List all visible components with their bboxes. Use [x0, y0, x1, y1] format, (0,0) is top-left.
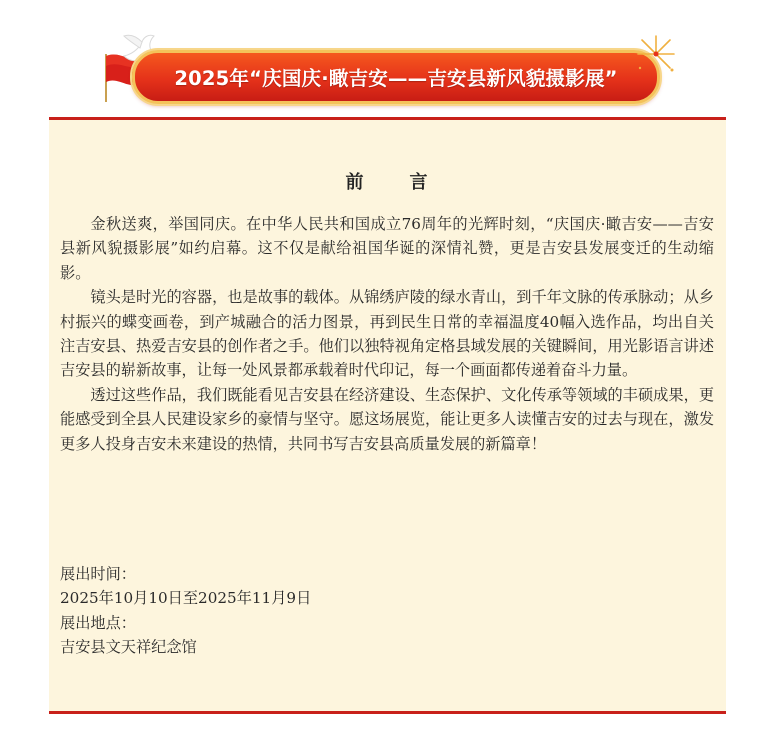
exhibition-info [60, 562, 311, 660]
paragraph-3: 透过这些作品，我们既能看见吉安县在经济建设、生态保护、文化传承等领域的丰硕成果，更能感受到全县人民建设家乡的豪情与坚守。愿这场展览，能让更多人读懂吉安的过去与现在，激发更多人投身吉安未来建设的热情，共同书写吉安县高质量发展的新篇章！ [60, 385, 714, 453]
time-value: 2025年10月10日至2025年11月9日 [60, 589, 312, 608]
paragraph-1: 金秋送爽，举国同庆。在中华人民共和国成立76周年的光辉时刻，“庆国庆·瞰吉安——吉安县新风貌摄影展”如约启幕。这不仅是献给祖国华诞的深情礼赞，更是吉安县发展变迁的生动缩影。 [60, 215, 714, 282]
firework-icon [632, 30, 680, 78]
time-label: 展出时间： [60, 565, 136, 583]
preface-heading [49, 168, 726, 194]
preface-body [60, 212, 714, 456]
place-label: 展出地点： [60, 613, 136, 632]
title-banner [100, 30, 680, 112]
place-value: 吉安县文天祥纪念馆 [60, 638, 197, 657]
heading-char-1: 前 [345, 172, 366, 193]
banner-title: 2025年“庆国庆·瞰吉安——吉安县新风貌摄影展” [174, 67, 618, 90]
banner-bar [132, 50, 660, 104]
heading-char-2: 言 [409, 172, 430, 193]
preface-panel [49, 117, 726, 714]
paragraph-2: 镜头是时光的容器，也是故事的载体。从锦绣庐陵的绿水青山，到千年文脉的传承脉动；从乡村振兴的蝶变画卷，到产城融合的活力图景，再到民生日常的幸福温度40幅入选作品，均出自关注吉安县、热爱吉安县的创作者之手。他们以独特视角定格县域发展的关键瞬间，用光影语言讲述吉安县的崭新故事，让每一处风景都承载着时代印记，每一个画面都传递着奋斗力量。 [60, 288, 714, 380]
